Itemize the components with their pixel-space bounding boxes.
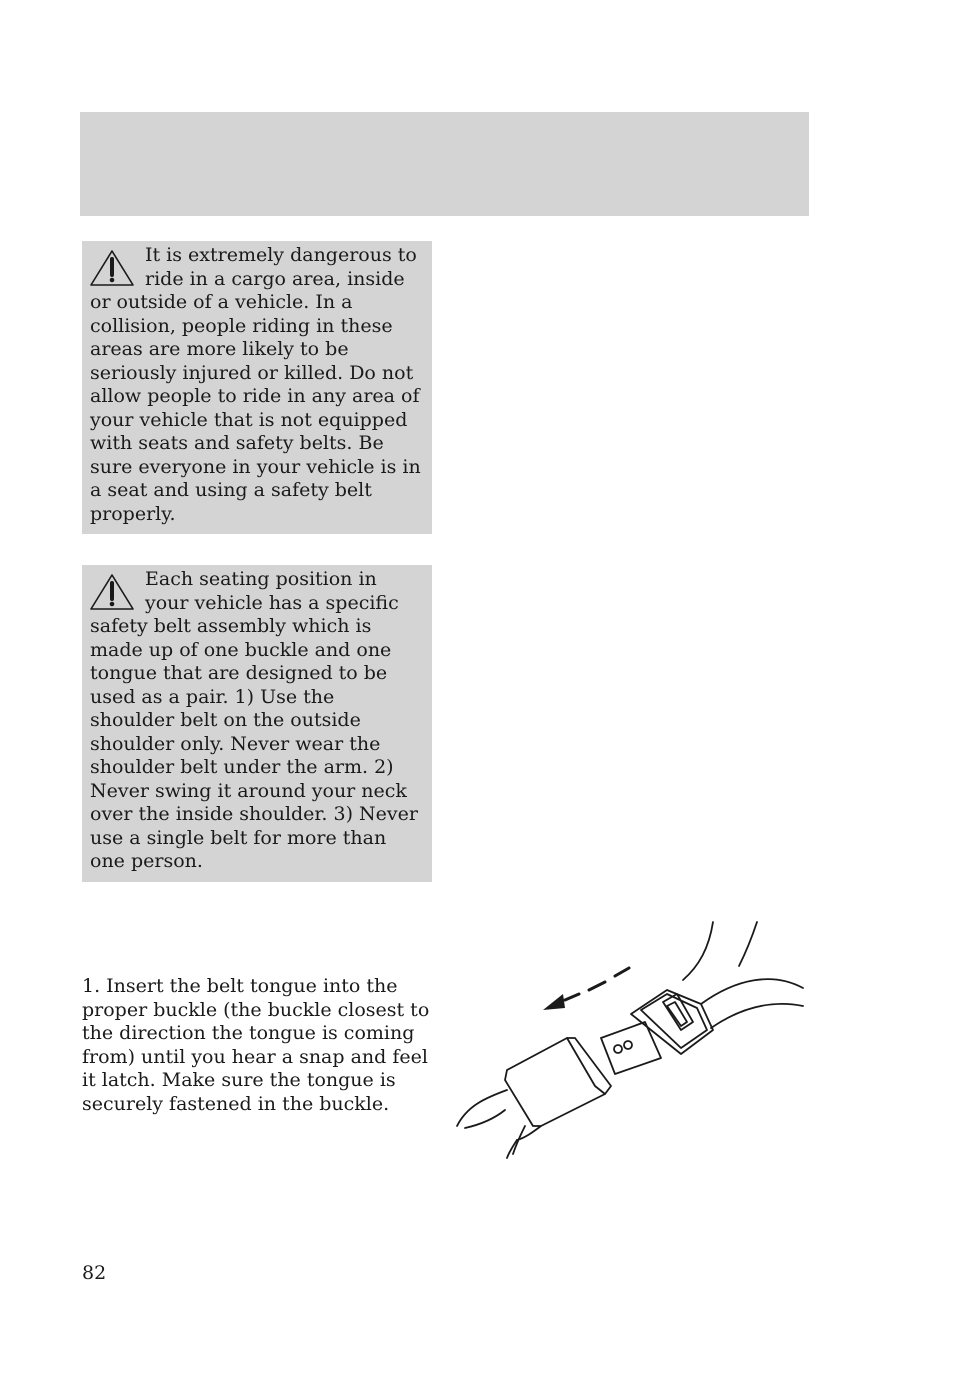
step-text: Insert the belt tongue into the proper buckle (the buckle closest to the direction the tongue is coming from) until you hear a snap and feel it latch. Make sure the tongue is securely fastened in the buckle. bbox=[82, 975, 430, 1115]
seat-belt-buckle-illustration bbox=[455, 918, 807, 1160]
warning-text: Each seating position in your vehicle has a specific safety belt assembly which is made up of one buckle and one tongue that are designed to be used as a pair. 1) Use the shoulder belt on the outside shoulder only. Never wear the shoulder belt under the arm. 2) Never swing it around your neck over the inside shoulder. 3) Never use a single belt for more than one person. bbox=[90, 568, 418, 872]
warning-text: It is extremely dangerous to ride in a cargo area, inside or outside of a vehicle. In a collision, people riding in these areas are more likely to be seriously injured or killed. Do not allow people to ride in any area of your vehicle that is not equipped with seats and safety belts. Be sure everyone in your vehicle is in a seat and using a safety belt properly. bbox=[90, 244, 421, 525]
page-number: 82 bbox=[82, 1262, 107, 1284]
warning-triangle-icon bbox=[88, 248, 136, 288]
header-band bbox=[80, 112, 809, 216]
step-number: 1. bbox=[82, 975, 101, 997]
step-1-instruction bbox=[82, 975, 432, 1116]
warning-box-belt-assembly bbox=[82, 565, 432, 882]
warning-triangle-icon bbox=[88, 572, 136, 612]
warning-box-cargo bbox=[82, 241, 432, 534]
